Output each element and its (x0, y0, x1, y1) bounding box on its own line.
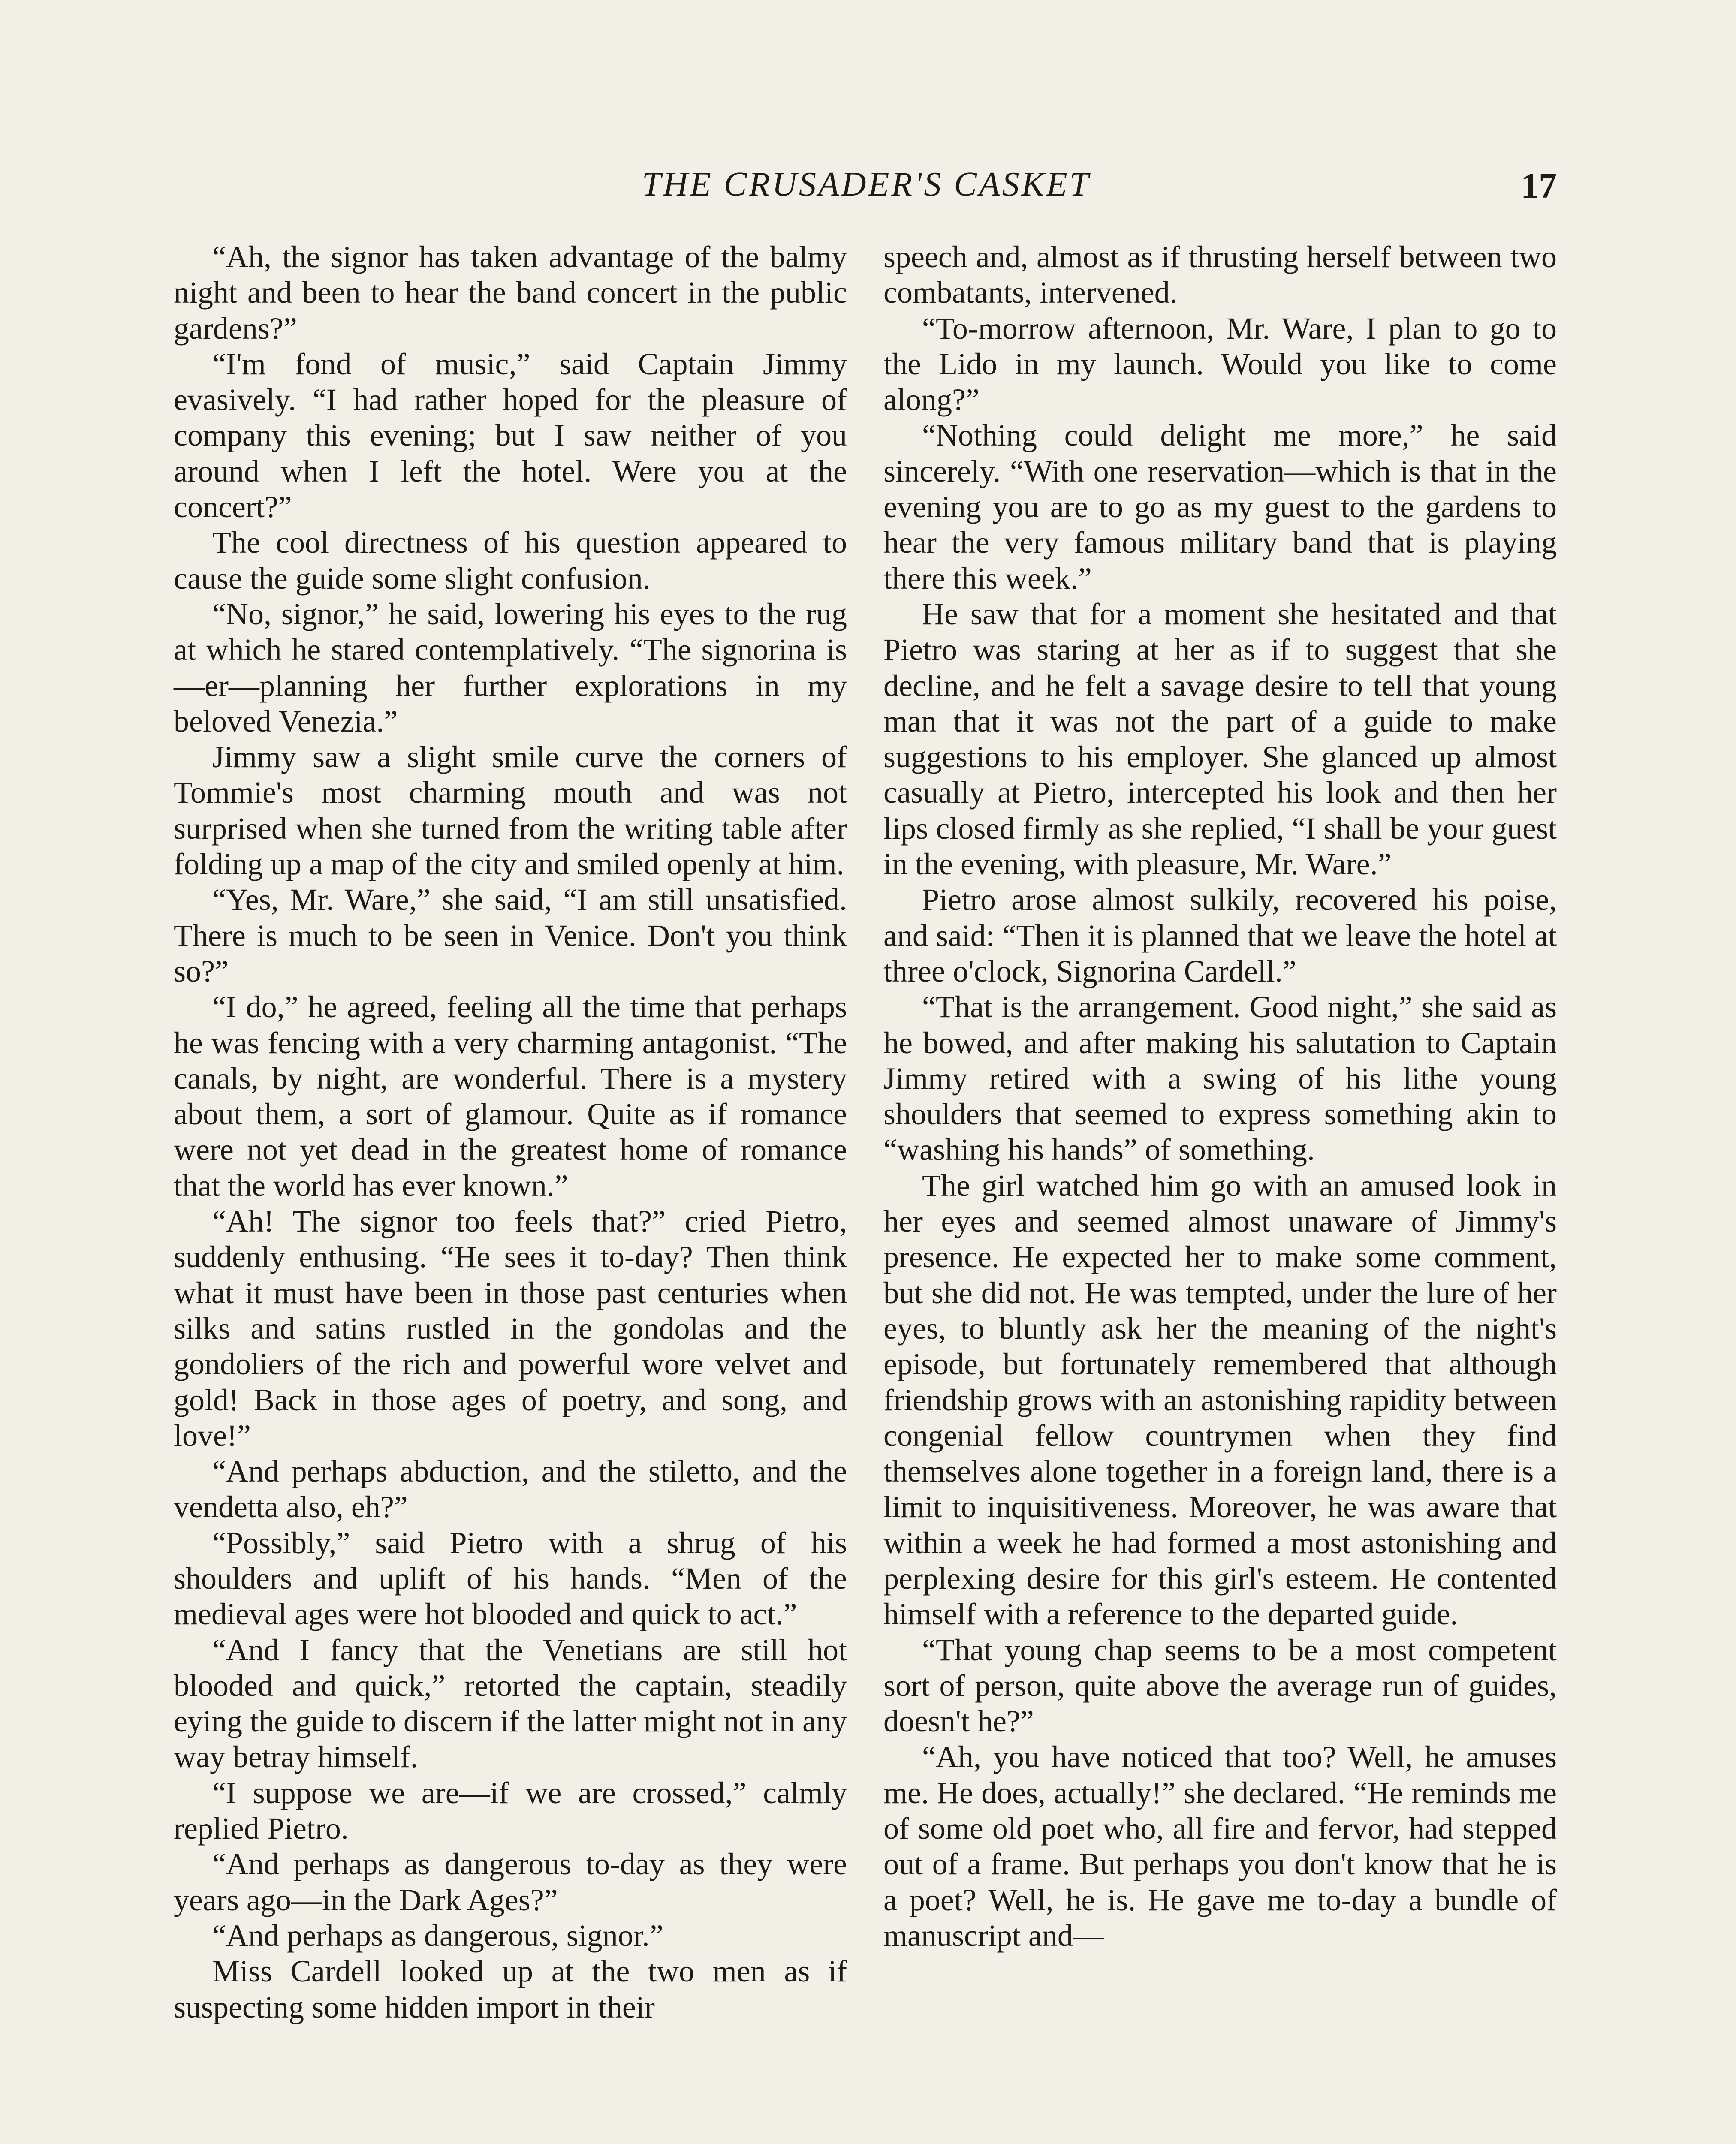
running-title: THE CRUSADER'S CASKET (642, 166, 1091, 203)
page-number: 17 (1521, 166, 1557, 206)
paragraph: “Possibly,” said Pietro with a shrug of his shoulders and uplift of his hands. “Men of the medieval ages were hot blooded and quick to act.” (174, 1525, 847, 1632)
paragraph: “Yes, Mr. Ware,” she said, “I am still unsatisfied. There is much to be seen in Venice. Don't you think so?” (174, 882, 847, 988)
paragraph: “That is the arrangement. Good night,” she said as he bowed, and after making his salutation to Captain Jimmy retired with a swing of his lithe young shoulders that seemed to express something akin to “washing his hands” of something. (883, 990, 1557, 1167)
paragraph: “I suppose we are—if we are crossed,” calmly replied Pietro. (174, 1775, 847, 1846)
left-column (174, 239, 847, 2025)
right-column (883, 239, 1557, 1954)
paragraph-continuation: speech and, almost as if thrusting herself between two combatants, intervened. (883, 240, 1557, 310)
paragraph: “No, signor,” he said, lowering his eyes to the rug at which he stared contemplatively. “The signorina is—er—planning her further explorations in my beloved Venezia.” (174, 596, 847, 738)
paragraph: “And perhaps as dangerous, signor.” (212, 1918, 663, 1953)
paragraph: “Nothing could delight me more,” he said sincerely. “With one reservation—which is that in the evening you are to go as my guest to the gardens to hear the very famous military band that is playing there this week.” (883, 418, 1557, 596)
paragraph: Jimmy saw a slight smile curve the corners of Tommie's most charming mouth and was not surprised when she turned from the writing table after folding up a map of the city and smiled openly at him. (174, 740, 847, 882)
paragraph: “Ah, the signor has taken advantage of the balmy night and been to hear the band concert in the public gardens?” (174, 240, 847, 346)
paragraph: “I'm fond of music,” said Captain Jimmy evasively. “I had rather hoped for the pleasure of company this evening; but I saw neither of you around when I left the hotel. Were you at the concert?” (174, 346, 847, 524)
page-header (176, 165, 1557, 212)
paragraph: “Ah! The signor too feels that?” cried Pietro, suddenly enthusing. “He sees it to-day? Then think what it must have been in those past centuries when silks and satins rustled in the gondolas and the gondoliers of the rich and powerful wore velvet and gold! Back in those ages of poetry, and song, and love!” (174, 1204, 847, 1453)
paragraph: The cool directness of his question appeared to cause the guide some slight confusion. (174, 525, 847, 596)
paragraph: “And I fancy that the Venetians are still hot blooded and quick,” retorted the captain, steadily eying the guide to discern if the latter might not in any way betray himself. (174, 1632, 847, 1774)
paragraph: He saw that for a moment she hesitated and that Pietro was staring at her as if to suggest that she decline, and he felt a savage desire to tell that young man that it was not the part of a guide to make suggestions to his employer. She glanced up almost casually at Pietro, intercepted his look and then her lips closed firmly as she replied, “I shall be your guest in the evening, with pleasure, Mr. Ware.” (883, 596, 1557, 882)
paragraph: “I do,” he agreed, feeling all the time that perhaps he was fencing with a very charming antagonist. “The canals, by night, are wonderful. There is a mystery about them, a sort of glamour. Quite as if romance were not yet dead in the greatest home of romance that the world has ever known.” (174, 990, 847, 1203)
paragraph: “That young chap seems to be a most competent sort of person, quite above the average run of guides, doesn't he?” (883, 1632, 1557, 1739)
paragraph: “To-morrow afternoon, Mr. Ware, I plan to go to the Lido in my launch. Would you like to come along?” (883, 311, 1557, 417)
paragraph: Miss Cardell looked up at the two men as if suspecting some hidden import in their (174, 1954, 847, 2024)
paragraph: “And perhaps abduction, and the stiletto, and the vendetta also, eh?” (174, 1454, 847, 1524)
paragraph: Pietro arose almost sulkily, recovered his poise, and said: “Then it is planned that we leave the hotel at three o'clock, Signorina Cardell.” (883, 882, 1557, 988)
paragraph: “Ah, you have noticed that too? Well, he amuses me. He does, actually!” she declared. “He reminds me of some old poet who, all fire and fervor, had stepped out of a frame. But perhaps you don't know that he is a poet? Well, he is. He gave me to-day a bundle of manuscript and— (883, 1740, 1557, 1953)
paragraph: “And perhaps as dangerous to-day as they were years ago—in the Dark Ages?” (174, 1847, 847, 1917)
paragraph: The girl watched him go with an amused look in her eyes and seemed almost unaware of Jimmy's presence. He expected her to make some comment, but she did not. He was tempted, under the lure of her eyes, to bluntly ask her the meaning of the night's episode, but fortunately remembered that although friendship grows with an astonishing rapidity between congenial fellow countrymen when they find themselves alone together in a foreign land, there is a limit to inquisitiveness. Moreover, he was aware that within a week he had formed a most astonishing and perplexing desire for this girl's esteem. He contented himself with a reference to the departed guide. (883, 1168, 1557, 1632)
